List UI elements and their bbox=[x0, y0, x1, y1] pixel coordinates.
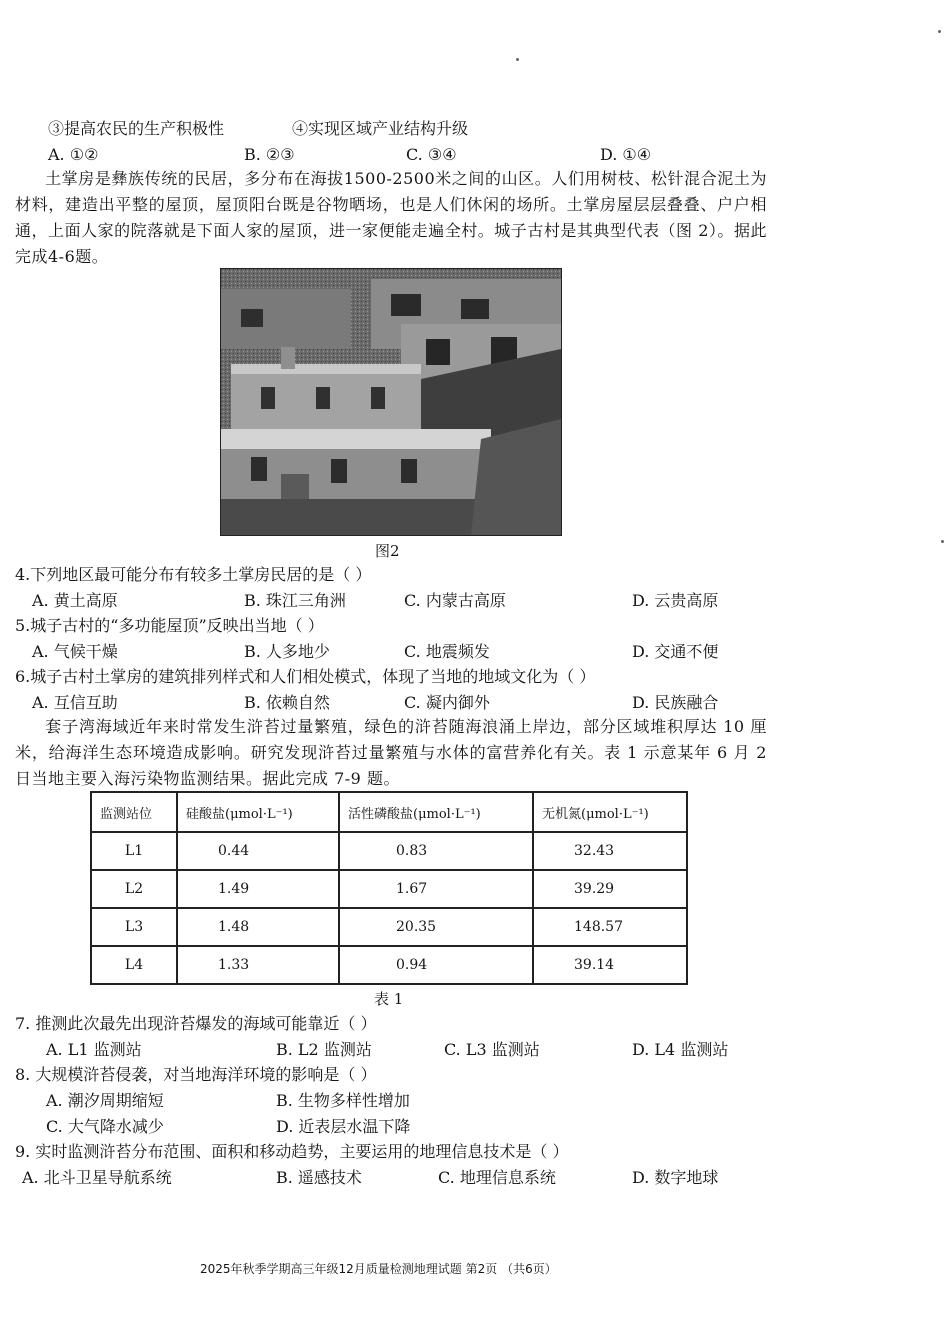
cell-nitrogen: 32.43 bbox=[533, 832, 687, 870]
cell-phosphate: 0.94 bbox=[339, 946, 533, 984]
scan-speck bbox=[516, 58, 519, 61]
passage-hutai bbox=[15, 714, 767, 792]
q9-choice-b: B. 遥感技术 bbox=[276, 1168, 362, 1187]
q7-choice-b: B. L2 监测站 bbox=[276, 1040, 372, 1059]
col-header-nitrogen: 无机氮(μmol·L⁻¹) bbox=[533, 792, 687, 832]
q3-choice-d: D. ①④ bbox=[600, 145, 652, 164]
q4-stem: 4.下列地区最可能分布有较多土掌房民居的是（ ） bbox=[15, 565, 372, 584]
scan-speck bbox=[938, 30, 941, 33]
cell-station: L1 bbox=[91, 832, 177, 870]
cell-phosphate: 1.67 bbox=[339, 870, 533, 908]
cell-station: L4 bbox=[91, 946, 177, 984]
q8-choice-a: A. 潮汐周期缩短 bbox=[46, 1091, 164, 1110]
page-footer: 2025年秋季学期高三年级12月质量检测地理试题 第2页 （共6页） bbox=[200, 1262, 557, 1276]
q5-choice-a: A. 气候干燥 bbox=[32, 642, 118, 661]
cell-phosphate: 20.35 bbox=[339, 908, 533, 946]
figure-2-photo bbox=[220, 268, 562, 536]
cell-nitrogen: 39.29 bbox=[533, 870, 687, 908]
option-item-3: ③提高农民的生产积极性 bbox=[48, 119, 225, 138]
q5-stem: 5.城子古村的“多功能屋顶”反映出当地（ ） bbox=[15, 616, 324, 635]
q3-choice-c: C. ③④ bbox=[406, 145, 457, 164]
col-header-silicate: 硅酸盐(μmol·L⁻¹) bbox=[177, 792, 339, 832]
q6-choice-a: A. 互信互助 bbox=[32, 693, 118, 712]
q7-stem: 7. 推测此次最先出现浒苔爆发的海域可能靠近（ ） bbox=[15, 1014, 377, 1033]
q6-choice-c: C. 凝内御外 bbox=[404, 693, 490, 712]
cell-silicate: 1.33 bbox=[177, 946, 339, 984]
cell-silicate: 1.48 bbox=[177, 908, 339, 946]
q8-choice-d: D. 近表层水温下降 bbox=[276, 1117, 411, 1136]
q9-choice-c: C. 地理信息系统 bbox=[438, 1168, 556, 1187]
table-row bbox=[91, 946, 687, 984]
cell-phosphate: 0.83 bbox=[339, 832, 533, 870]
q3-choice-b: B. ②③ bbox=[244, 145, 295, 164]
table-row bbox=[91, 832, 687, 870]
q8-choice-c: C. 大气降水减少 bbox=[46, 1117, 164, 1136]
scan-speck bbox=[941, 540, 944, 543]
table-1 bbox=[90, 791, 688, 985]
cell-nitrogen: 148.57 bbox=[533, 908, 687, 946]
q4-choice-c: C. 内蒙古高原 bbox=[404, 591, 506, 610]
q9-stem: 9. 实时监测浒苔分布范围、面积和移动趋势，主要运用的地理信息技术是（ ） bbox=[15, 1142, 569, 1161]
q7-choice-c: C. L3 监测站 bbox=[444, 1040, 540, 1059]
table-row bbox=[91, 908, 687, 946]
table-header-row bbox=[91, 792, 687, 832]
col-header-phosphate: 活性磷酸盐(μmol·L⁻¹) bbox=[339, 792, 533, 832]
q9-choice-d: D. 数字地球 bbox=[632, 1168, 719, 1187]
cell-silicate: 1.49 bbox=[177, 870, 339, 908]
option-item-4: ④实现区域产业结构升级 bbox=[292, 119, 469, 138]
q5-choice-c: C. 地震频发 bbox=[404, 642, 490, 661]
cell-station: L3 bbox=[91, 908, 177, 946]
table-1-caption: 表 1 bbox=[374, 990, 404, 1008]
q6-stem: 6.城子古村土掌房的建筑排列样式和人们相处模式，体现了当地的地域文化为（ ） bbox=[15, 667, 596, 686]
q4-choice-d: D. 云贵高原 bbox=[632, 591, 719, 610]
passage-tuzhangfang bbox=[15, 166, 767, 270]
cell-nitrogen: 39.14 bbox=[533, 946, 687, 984]
cell-silicate: 0.44 bbox=[177, 832, 339, 870]
q7-choice-a: A. L1 监测站 bbox=[46, 1040, 142, 1059]
q3-choice-a: A. ①② bbox=[48, 145, 99, 164]
q4-choice-b: B. 珠江三角洲 bbox=[244, 591, 346, 610]
q8-stem: 8. 大规模浒苔侵袭，对当地海洋环境的影响是（ ） bbox=[15, 1065, 377, 1084]
cell-station: L2 bbox=[91, 870, 177, 908]
q9-choice-a: A. 北斗卫星导航系统 bbox=[22, 1168, 172, 1187]
table-row bbox=[91, 870, 687, 908]
passage-hutai-text: 套子湾海域近年来时常发生浒苔过量繁殖，绿色的浒苔随海浪涌上岸边，部分区域堆积厚达 10 厘米，给海洋生态环境造成影响。研究发现浒苔过量繁殖与水体的富营养化有关。表 1 示意某年 6 月 2 日当地主要入海污染物监测结果。据此完成 7-9 题。 bbox=[15, 717, 767, 788]
col-header-station: 监测站位 bbox=[91, 792, 177, 832]
passage-tuzhangfang-text: 土掌房是彝族传统的民居，多分布在海拔1500-2500米之间的山区。人们用树枝、松针混合泥土为材料，建造出平整的屋顶，屋顶阳台既是谷物晒场，也是人们休闲的场所。土掌房屋层层叠叠、户户相通，上面人家的院落就是下面人家的屋顶，进一家便能走遍全村。城子古村是其典型代表（图 2）。据此完成4-6题。 bbox=[15, 169, 767, 266]
q4-choice-a: A. 黄土高原 bbox=[32, 591, 118, 610]
q6-choice-d: D. 民族融合 bbox=[632, 693, 719, 712]
figure-2-caption: 图2 bbox=[375, 542, 400, 560]
q8-choice-b: B. 生物多样性增加 bbox=[276, 1091, 410, 1110]
q5-choice-b: B. 人多地少 bbox=[244, 642, 330, 661]
q5-choice-d: D. 交通不便 bbox=[632, 642, 719, 661]
q7-choice-d: D. L4 监测站 bbox=[632, 1040, 729, 1059]
q6-choice-b: B. 依赖自然 bbox=[244, 693, 330, 712]
